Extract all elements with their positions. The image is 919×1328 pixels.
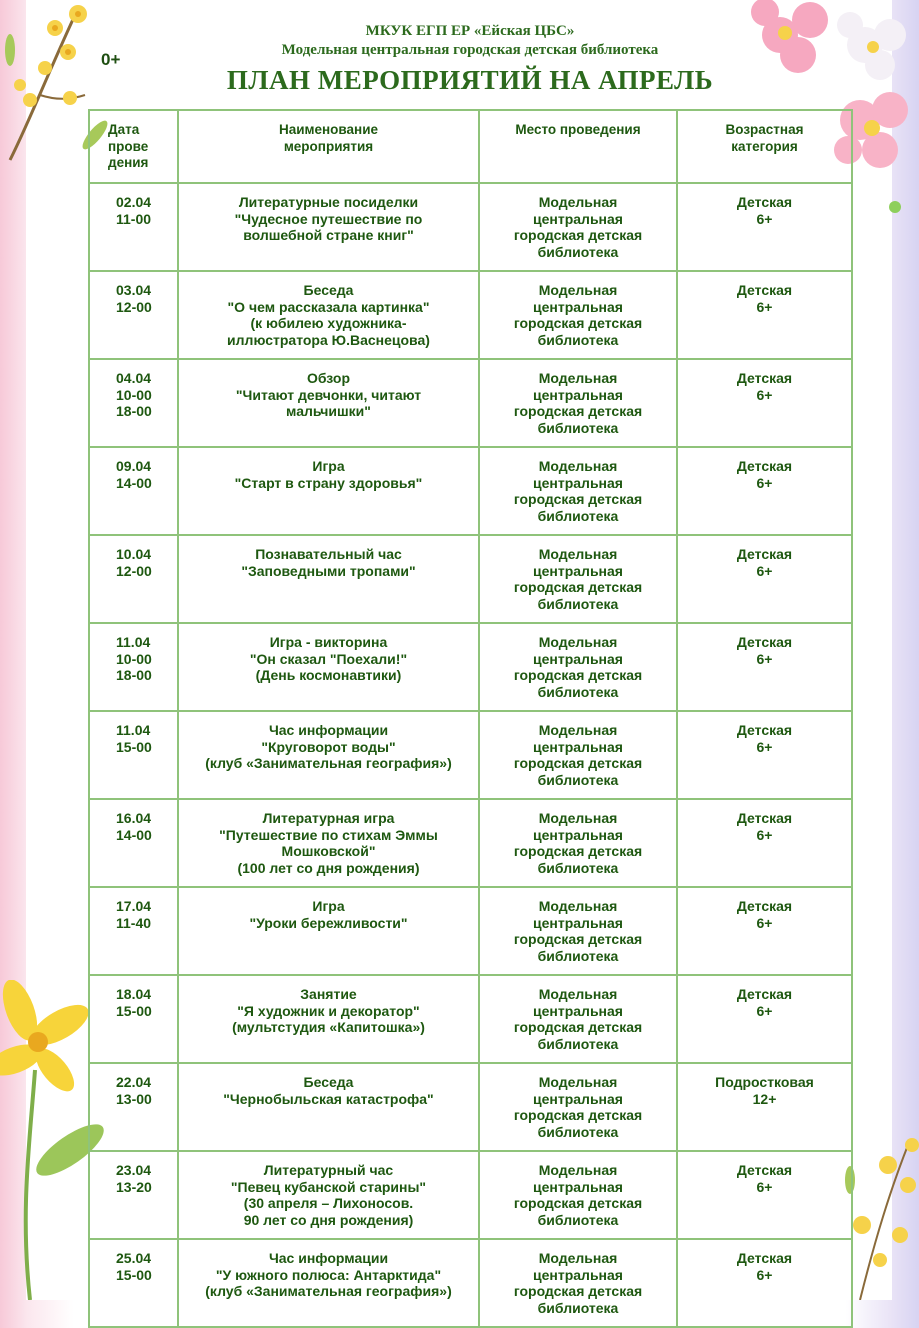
event-age-line: 6+ bbox=[756, 826, 773, 843]
event-age-line: Детская bbox=[736, 1162, 793, 1178]
event-place-line: Модельная bbox=[538, 194, 618, 210]
event-date-cell bbox=[89, 183, 178, 271]
event-date-line: 10-00 bbox=[116, 386, 152, 403]
event-place-line: Модельная bbox=[538, 1074, 618, 1090]
event-date-line: 09.04 bbox=[116, 458, 152, 474]
event-name-line: Игра - викторина bbox=[269, 634, 388, 650]
event-name-cell bbox=[178, 711, 479, 799]
event-place-line: библиотека bbox=[537, 947, 619, 964]
event-place-line: центральная bbox=[533, 1266, 623, 1283]
event-name-cell bbox=[178, 975, 479, 1063]
table-row bbox=[89, 975, 852, 1063]
event-age-line: Детская bbox=[736, 370, 793, 386]
event-date-cell bbox=[89, 711, 178, 799]
event-place-line: Модельная bbox=[538, 546, 618, 562]
header-line: категория bbox=[731, 138, 798, 154]
event-name-cell bbox=[178, 271, 479, 359]
event-age-line: Детская bbox=[736, 546, 793, 562]
event-place-line: Модельная bbox=[538, 1250, 618, 1266]
event-date-line: 11.04 bbox=[116, 722, 151, 738]
event-place-line: городская детская bbox=[513, 1195, 643, 1211]
event-date-line: 13-00 bbox=[116, 1090, 152, 1107]
event-name-cell bbox=[178, 535, 479, 623]
event-place-line: Модельная bbox=[538, 986, 618, 1002]
event-age-cell bbox=[677, 535, 852, 623]
event-age-line: 6+ bbox=[756, 1178, 773, 1195]
event-age-line: Детская bbox=[736, 898, 793, 914]
event-name-line: Литературные посиделки bbox=[238, 194, 419, 210]
event-date-line: 16.04 bbox=[116, 810, 152, 826]
event-place-line: Модельная bbox=[538, 898, 618, 914]
event-age-cell bbox=[677, 447, 852, 535]
event-place-line: Модельная bbox=[538, 722, 618, 738]
event-date-line: 02.04 bbox=[116, 194, 152, 210]
table-row bbox=[89, 1239, 852, 1327]
event-age-cell bbox=[677, 1151, 852, 1239]
event-name-cell bbox=[178, 183, 479, 271]
event-name-line: Литературная игра bbox=[262, 810, 395, 826]
event-place-cell bbox=[479, 447, 677, 535]
event-date-line: 10.04 bbox=[116, 546, 152, 562]
event-name-line: Час информации bbox=[268, 1250, 389, 1266]
event-date-line: 12-00 bbox=[116, 562, 152, 579]
event-place-line: библиотека bbox=[537, 1123, 619, 1140]
event-place-line: городская детская bbox=[513, 1019, 643, 1035]
event-age-line: Детская bbox=[736, 634, 793, 650]
event-date-line: 15-00 bbox=[116, 1266, 152, 1283]
event-place-line: центральная bbox=[533, 474, 623, 491]
event-date-line: 18-00 bbox=[116, 403, 152, 419]
event-place-cell bbox=[479, 359, 677, 447]
event-name-line: Беседа bbox=[303, 282, 354, 298]
event-date-cell bbox=[89, 1239, 178, 1327]
event-age-line: 6+ bbox=[756, 738, 773, 755]
event-name-cell bbox=[178, 1239, 479, 1327]
event-date-cell bbox=[89, 887, 178, 975]
event-place-line: центральная bbox=[533, 914, 623, 931]
event-age-line: 12+ bbox=[752, 1090, 777, 1107]
event-date-line: 18.04 bbox=[116, 986, 152, 1002]
event-age-line: Детская bbox=[736, 986, 793, 1002]
event-age-line: Подростковая bbox=[715, 1074, 814, 1090]
table-row bbox=[89, 1151, 852, 1239]
event-place-line: центральная bbox=[533, 650, 623, 667]
event-age-line: 6+ bbox=[756, 298, 773, 315]
event-name-line: (мультстудия «Капитошка») bbox=[232, 1019, 425, 1035]
event-place-line: библиотека bbox=[537, 243, 619, 260]
event-place-line: городская детская bbox=[513, 1107, 643, 1123]
event-name-cell bbox=[178, 799, 479, 887]
event-place-cell bbox=[479, 183, 677, 271]
event-date-cell bbox=[89, 447, 178, 535]
event-place-line: библиотека bbox=[537, 507, 619, 524]
event-age-line: 6+ bbox=[756, 650, 773, 667]
event-place-line: библиотека bbox=[537, 1035, 619, 1052]
event-place-line: библиотека bbox=[537, 595, 619, 612]
event-name-line: Игра bbox=[312, 458, 345, 474]
header-line: прове bbox=[108, 138, 149, 154]
event-date-line: 11-40 bbox=[116, 914, 152, 931]
event-place-cell bbox=[479, 535, 677, 623]
event-place-line: городская детская bbox=[513, 403, 643, 419]
event-name-line: мальчишки" bbox=[286, 403, 371, 419]
event-place-line: Модельная bbox=[538, 282, 618, 298]
event-date-line: 10-00 bbox=[116, 650, 152, 667]
event-date-cell bbox=[89, 271, 178, 359]
event-age-cell bbox=[677, 359, 852, 447]
event-date-cell bbox=[89, 1151, 178, 1239]
event-age-cell bbox=[677, 711, 852, 799]
event-name-line: (30 апреля – Лихоносов. bbox=[243, 1195, 414, 1211]
event-place-line: городская детская bbox=[513, 755, 643, 771]
event-age-line: 6+ bbox=[756, 474, 773, 491]
event-date-line: 15-00 bbox=[116, 738, 152, 755]
event-place-line: центральная bbox=[533, 1090, 623, 1107]
event-place-line: городская детская bbox=[513, 227, 643, 243]
event-age-cell bbox=[677, 623, 852, 711]
event-age-cell bbox=[677, 887, 852, 975]
event-place-line: библиотека bbox=[537, 859, 619, 876]
event-date-line: 18-00 bbox=[116, 667, 152, 683]
event-name-line: Беседа bbox=[303, 1074, 354, 1090]
event-name-line: "Я художник и декоратор" bbox=[237, 1002, 420, 1019]
event-age-line: 6+ bbox=[756, 1266, 773, 1283]
event-name-line: (клуб «Занимательная география») bbox=[205, 755, 452, 771]
event-place-line: библиотека bbox=[537, 419, 619, 436]
event-place-line: городская детская bbox=[513, 931, 643, 947]
header-line: Дата bbox=[108, 122, 140, 137]
event-date-line: 14-00 bbox=[116, 474, 152, 491]
event-place-line: городская детская bbox=[513, 843, 643, 859]
event-age-line: 6+ bbox=[756, 210, 773, 227]
event-name-cell bbox=[178, 887, 479, 975]
event-place-line: городская детская bbox=[513, 667, 643, 683]
event-place-cell bbox=[479, 887, 677, 975]
event-name-line: Игра bbox=[312, 898, 345, 914]
event-age-line: Детская bbox=[736, 722, 793, 738]
table-row bbox=[89, 711, 852, 799]
event-date-line: 03.04 bbox=[116, 282, 152, 298]
event-date-line: 22.04 bbox=[116, 1074, 152, 1090]
column-header-place bbox=[479, 110, 677, 183]
event-name-line: "Чудесное путешествие по bbox=[234, 210, 423, 227]
header-line: дения bbox=[108, 155, 149, 170]
table-row bbox=[89, 1063, 852, 1151]
event-place-cell bbox=[479, 623, 677, 711]
event-name-line: "Путешествие по стихам Эммы bbox=[219, 826, 438, 843]
event-name-line: "Чернобыльская катастрофа" bbox=[223, 1090, 434, 1107]
event-name-line: (100 лет со дня рождения) bbox=[237, 859, 420, 876]
table-header-row bbox=[89, 110, 852, 183]
event-date-line: 25.04 bbox=[116, 1250, 152, 1266]
event-date-line: 12-00 bbox=[116, 298, 152, 315]
table-row bbox=[89, 183, 852, 271]
event-place-cell bbox=[479, 1063, 677, 1151]
event-place-line: Модельная bbox=[538, 1162, 618, 1178]
event-place-line: центральная bbox=[533, 562, 623, 579]
table-row bbox=[89, 887, 852, 975]
table-row bbox=[89, 799, 852, 887]
event-age-cell bbox=[677, 271, 852, 359]
event-place-line: центральная bbox=[533, 826, 623, 843]
event-age-cell bbox=[677, 1063, 852, 1151]
event-date-line: 13-20 bbox=[116, 1178, 152, 1195]
event-place-cell bbox=[479, 1151, 677, 1239]
event-place-line: библиотека bbox=[537, 1299, 619, 1316]
event-name-line: "Певец кубанской старины" bbox=[230, 1178, 427, 1195]
event-age-cell bbox=[677, 1239, 852, 1327]
event-age-line: 6+ bbox=[756, 562, 773, 579]
event-name-line: Мошковской" bbox=[281, 843, 376, 859]
event-place-line: библиотека bbox=[537, 771, 619, 788]
event-place-line: Модельная bbox=[538, 810, 618, 826]
events-table bbox=[88, 109, 853, 1328]
event-place-line: библиотека bbox=[537, 1211, 619, 1228]
age-rating-mark: 0+ bbox=[101, 50, 121, 69]
event-age-line: Детская bbox=[736, 458, 793, 474]
event-name-cell bbox=[178, 623, 479, 711]
header-line: Наименование bbox=[278, 122, 379, 137]
event-name-line: "Заповедными тропами" bbox=[241, 562, 416, 579]
column-header-date bbox=[89, 110, 178, 183]
table-row bbox=[89, 359, 852, 447]
event-date-cell bbox=[89, 623, 178, 711]
header-line: Возрастная bbox=[725, 122, 804, 137]
event-name-line: Познавательный час bbox=[255, 546, 402, 562]
event-place-line: библиотека bbox=[537, 331, 619, 348]
event-name-line: "Старт в страну здоровья" bbox=[234, 474, 423, 491]
event-name-line: "О чем рассказала картинка" bbox=[227, 298, 430, 315]
event-age-line: Детская bbox=[736, 1250, 793, 1266]
event-age-cell bbox=[677, 799, 852, 887]
event-name-line: иллюстратора Ю.Васнецова) bbox=[227, 331, 430, 348]
event-date-line: 04.04 bbox=[116, 370, 152, 386]
event-date-line: 15-00 bbox=[116, 1002, 152, 1019]
event-place-line: Модельная bbox=[538, 634, 618, 650]
event-place-cell bbox=[479, 799, 677, 887]
event-date-line: 23.04 bbox=[116, 1162, 152, 1178]
event-name-cell bbox=[178, 447, 479, 535]
event-name-line: Обзор bbox=[306, 370, 351, 386]
event-date-cell bbox=[89, 359, 178, 447]
event-place-line: городская детская bbox=[513, 315, 643, 331]
event-place-line: центральная bbox=[533, 386, 623, 403]
event-date-cell bbox=[89, 535, 178, 623]
event-name-line: (клуб «Занимательная география») bbox=[205, 1283, 452, 1299]
event-name-cell bbox=[178, 359, 479, 447]
event-name-cell bbox=[178, 1151, 479, 1239]
event-date-line: 14-00 bbox=[116, 826, 152, 843]
event-age-line: Детская bbox=[736, 810, 793, 826]
event-name-line: "Уроки бережливости" bbox=[249, 914, 408, 931]
event-name-line: "Круговорот воды" bbox=[261, 738, 396, 755]
table-row bbox=[89, 535, 852, 623]
event-place-line: центральная bbox=[533, 1178, 623, 1195]
header-line: мероприятия bbox=[283, 138, 374, 154]
event-place-cell bbox=[479, 271, 677, 359]
event-place-cell bbox=[479, 975, 677, 1063]
event-name-line: "Читают девчонки, читают bbox=[235, 386, 422, 403]
organization-name: МКУК ЕГП ЕР «Ейская ЦБС» bbox=[365, 23, 575, 39]
document-header bbox=[120, 22, 820, 97]
event-name-line: Час информации bbox=[268, 722, 389, 738]
event-age-line: 6+ bbox=[756, 1002, 773, 1019]
event-name-line: волшебной стране книг" bbox=[243, 227, 414, 243]
event-age-line: Детская bbox=[736, 194, 793, 210]
event-place-line: городская детская bbox=[513, 579, 643, 595]
event-place-cell bbox=[479, 1239, 677, 1327]
event-name-cell bbox=[178, 1063, 479, 1151]
event-name-line: Литературный час bbox=[263, 1162, 394, 1178]
event-date-line: 11.04 bbox=[116, 634, 151, 650]
event-name-line: 90 лет со дня рождения) bbox=[243, 1211, 414, 1228]
event-place-line: Модельная bbox=[538, 370, 618, 386]
event-place-line: центральная bbox=[533, 210, 623, 227]
table-row bbox=[89, 623, 852, 711]
event-date-line: 11-00 bbox=[116, 210, 152, 227]
event-name-line: (День космонавтики) bbox=[255, 667, 402, 683]
event-name-line: "Он сказал "Поехали!" bbox=[249, 650, 408, 667]
event-age-line: 6+ bbox=[756, 386, 773, 403]
event-place-line: Модельная bbox=[538, 458, 618, 474]
event-place-line: центральная bbox=[533, 298, 623, 315]
event-age-cell bbox=[677, 975, 852, 1063]
event-age-line: 6+ bbox=[756, 914, 773, 931]
event-place-line: городская детская bbox=[513, 1283, 643, 1299]
library-name: Модельная центральная городская детская библиотека bbox=[281, 42, 659, 58]
event-date-cell bbox=[89, 799, 178, 887]
event-date-cell bbox=[89, 1063, 178, 1151]
column-header-age bbox=[677, 110, 852, 183]
event-date-line: 17.04 bbox=[116, 898, 152, 914]
event-name-line: "У южного полюса: Антарктида" bbox=[215, 1266, 442, 1283]
event-name-line: Занятие bbox=[300, 986, 357, 1002]
table-row bbox=[89, 447, 852, 535]
event-place-line: центральная bbox=[533, 738, 623, 755]
event-date-cell bbox=[89, 975, 178, 1063]
column-header-name bbox=[178, 110, 479, 183]
event-place-line: библиотека bbox=[537, 683, 619, 700]
header-line: Место проведения bbox=[515, 122, 641, 137]
event-age-cell bbox=[677, 183, 852, 271]
event-place-line: центральная bbox=[533, 1002, 623, 1019]
event-place-cell bbox=[479, 711, 677, 799]
page-title: ПЛАН МЕРОПРИЯТИЙ НА АПРЕЛЬ bbox=[226, 65, 714, 95]
event-name-line: (к юбилею художника- bbox=[250, 315, 407, 331]
event-place-line: городская детская bbox=[513, 491, 643, 507]
event-age-line: Детская bbox=[736, 282, 793, 298]
table-row bbox=[89, 271, 852, 359]
